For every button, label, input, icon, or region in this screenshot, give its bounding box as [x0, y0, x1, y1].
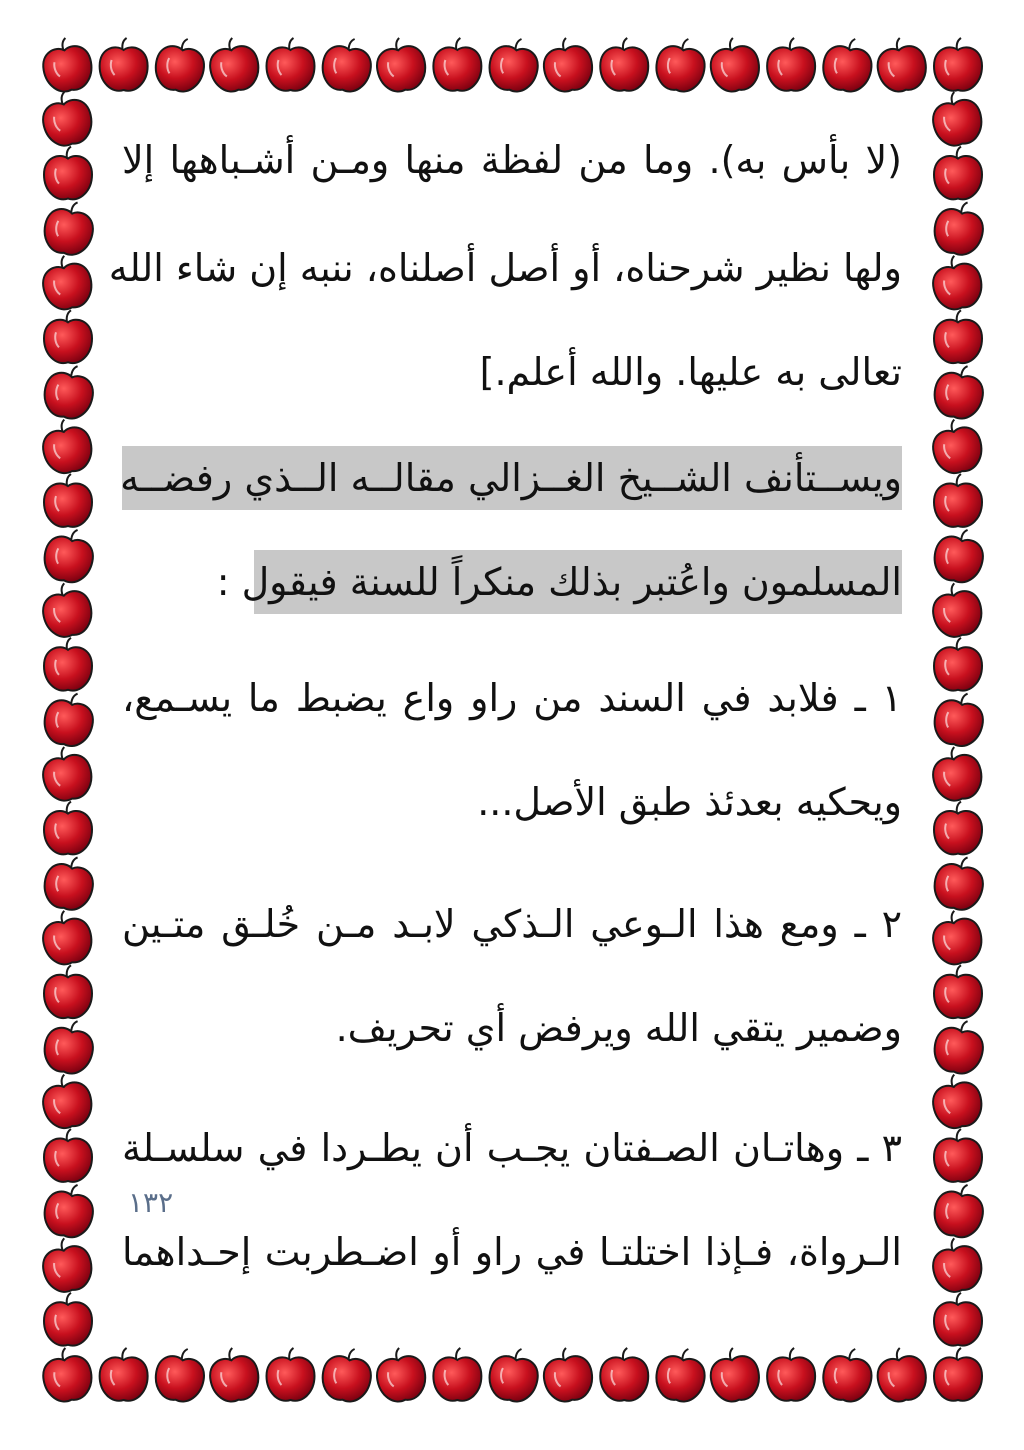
apple-icon	[934, 638, 982, 691]
text-line-1: (لا بأس به). وما من لفظة منها ومـن أشـباهها إلا	[122, 138, 902, 182]
apple-icon	[433, 38, 481, 91]
apple-icon	[486, 1344, 542, 1404]
apple-icon	[928, 251, 986, 313]
apple-icon	[40, 852, 98, 914]
apple-icon	[38, 906, 96, 968]
apple-icon	[44, 965, 92, 1018]
apple-icon	[373, 1344, 429, 1404]
apple-icon	[928, 743, 986, 805]
apple-icon	[767, 1348, 815, 1401]
apple-icon	[934, 1348, 982, 1401]
apple-icon	[934, 802, 982, 855]
apple-icon	[44, 310, 92, 363]
text-line-7: ويحكيه بعدئذ طبق الأصل...	[477, 780, 902, 824]
page-number: ١٣٢	[128, 1186, 174, 1219]
apple-icon	[930, 1179, 988, 1241]
apple-icon	[40, 1016, 98, 1078]
apple-icon	[40, 524, 98, 586]
apple-icon	[928, 415, 986, 477]
apple-icon	[38, 251, 96, 313]
apple-icon	[152, 1344, 208, 1404]
apple-icon	[539, 34, 595, 94]
apple-icon	[934, 474, 982, 527]
apple-icon	[767, 38, 815, 91]
apple-icon	[486, 34, 542, 94]
text-line-2: ولها نظير شرحناه، أو أصل أصلناه، ننبه إن شاء الله	[108, 246, 902, 290]
apple-icon	[820, 1344, 876, 1404]
apple-icon	[40, 197, 98, 259]
apple-icon	[38, 579, 96, 641]
apple-icon	[39, 1344, 95, 1404]
apple-icon	[934, 147, 982, 200]
apple-icon	[820, 34, 876, 94]
apple-icon	[39, 34, 95, 94]
apple-icon	[433, 1348, 481, 1401]
apple-icon	[928, 1070, 986, 1132]
apple-icon	[539, 1344, 595, 1404]
apple-icon	[44, 474, 92, 527]
apple-icon	[44, 1293, 92, 1346]
text-line-6: ١ ـ فلابد في السند من راو واع يضبط ما يسـمع،	[122, 676, 902, 720]
apple-icon	[928, 88, 986, 150]
apple-icon	[930, 524, 988, 586]
apple-icon	[934, 965, 982, 1018]
apple-icon	[930, 852, 988, 914]
apple-icon	[706, 1344, 762, 1404]
apple-icon	[100, 38, 148, 91]
text-line-11: الـرواة، فـإذا اختلتـا في راو أو اضـطربت إحـداهما	[122, 1230, 902, 1274]
apple-icon	[373, 34, 429, 94]
apple-icon	[40, 1179, 98, 1241]
apple-icon	[44, 1129, 92, 1182]
apple-icon	[44, 147, 92, 200]
apple-icon	[267, 38, 315, 91]
apple-icon	[930, 361, 988, 423]
apple-icon	[930, 1016, 988, 1078]
text-line-4-highlighted: ويســتأنف الشــيخ الغــزالي مقالــه الــذي رفضــه	[120, 456, 902, 500]
apple-icon	[40, 361, 98, 423]
apple-icon	[44, 802, 92, 855]
apple-icon	[38, 415, 96, 477]
apple-icon	[928, 579, 986, 641]
text-line-10: ٣ ـ وهاتـان الصـفتان يجـب أن يطـردا في سلسـلة	[122, 1126, 902, 1170]
apple-icon	[100, 1348, 148, 1401]
text-line-8: ٢ ـ ومع هذا الـوعي الـذكي لابـد مـن خُلـق متـين	[122, 902, 902, 946]
apple-icon	[928, 906, 986, 968]
apple-icon	[152, 34, 208, 94]
apple-icon	[653, 34, 709, 94]
apple-icon	[928, 1234, 986, 1296]
apple-icon	[934, 38, 982, 91]
apple-icon	[600, 38, 648, 91]
apple-icon	[873, 1344, 929, 1404]
apple-icon	[873, 34, 929, 94]
text-line-3: تعالى به عليها. والله أعلم.]	[479, 350, 902, 394]
text-line-9: وضمير يتقي الله ويرفض أي تحريف.	[335, 1006, 902, 1050]
apple-icon	[206, 1344, 262, 1404]
apple-icon	[930, 197, 988, 259]
apple-icon	[934, 1293, 982, 1346]
apple-icon	[319, 34, 375, 94]
apple-icon	[706, 34, 762, 94]
apple-icon	[930, 688, 988, 750]
apple-icon	[653, 1344, 709, 1404]
apple-icon	[38, 88, 96, 150]
apple-icon	[934, 1129, 982, 1182]
text-line-5: المسلمون واعُتبر بذلك منكراً للسنة فيقول :	[216, 560, 902, 604]
apple-icon	[38, 743, 96, 805]
apple-icon	[40, 688, 98, 750]
apple-icon	[38, 1070, 96, 1132]
apple-icon	[44, 638, 92, 691]
apple-icon	[319, 1344, 375, 1404]
apple-icon	[206, 34, 262, 94]
apple-icon	[934, 310, 982, 363]
apple-icon	[267, 1348, 315, 1401]
apple-icon	[600, 1348, 648, 1401]
apple-icon	[38, 1234, 96, 1296]
